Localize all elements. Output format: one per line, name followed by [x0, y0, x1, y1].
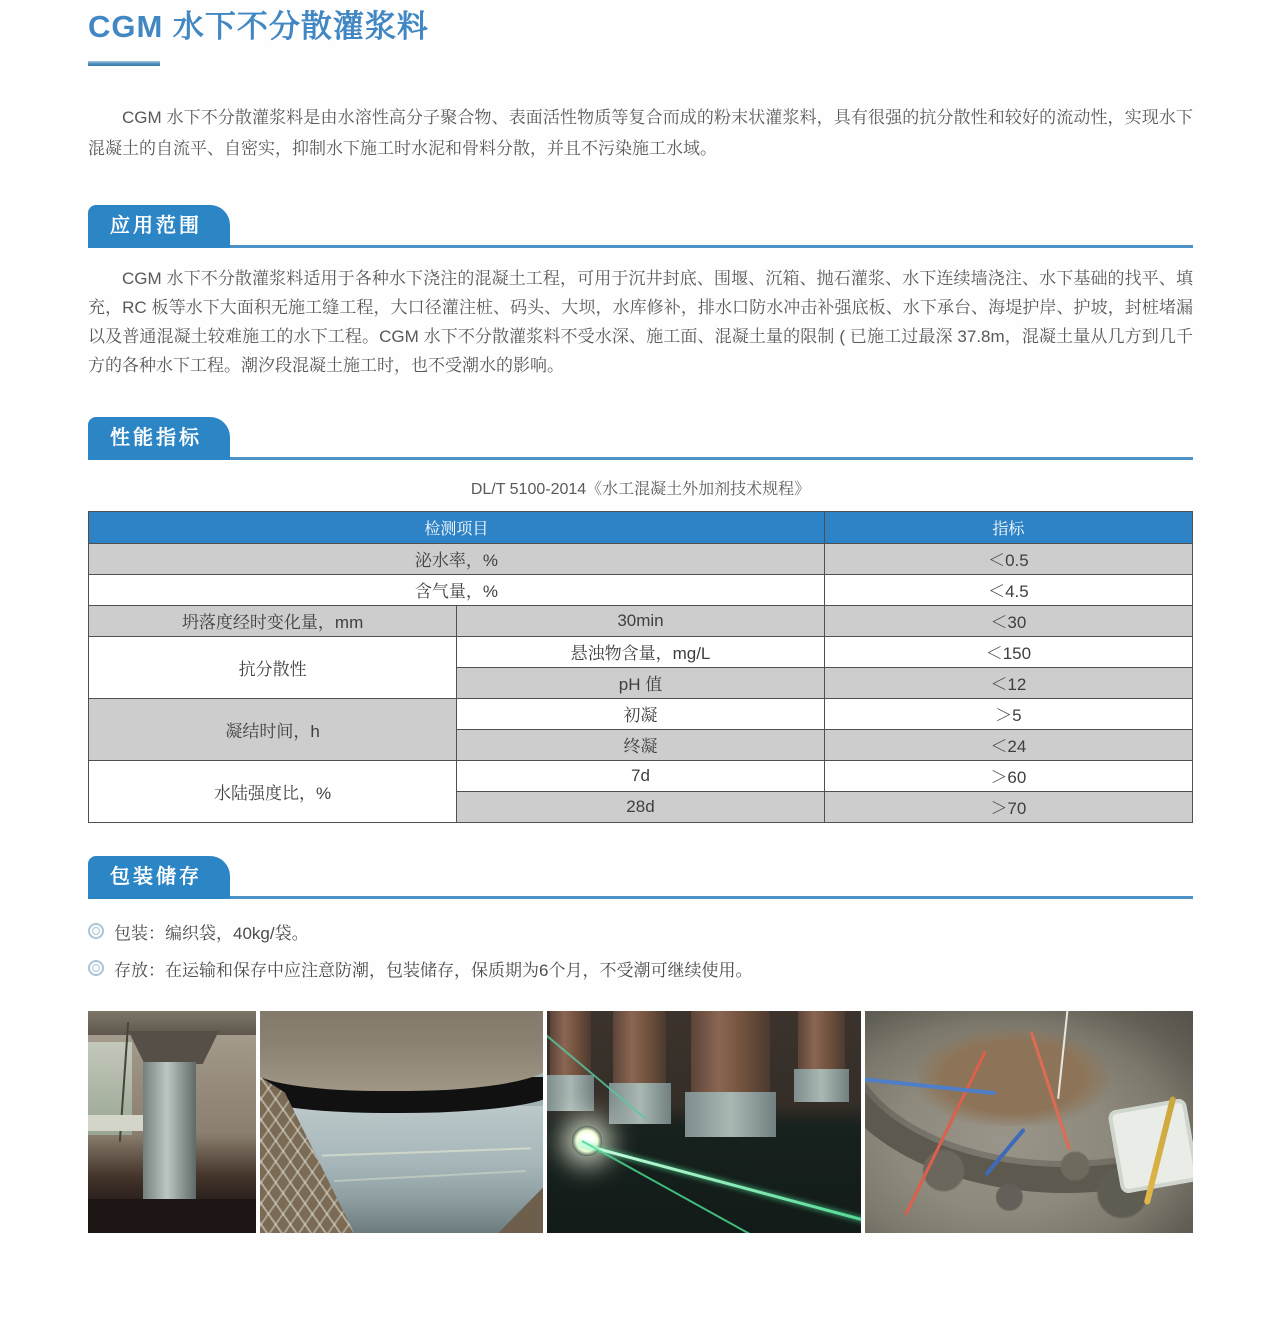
- column-header-item: 检测项目: [89, 511, 825, 543]
- cell-dispersion-sub1: 悬浊物含量，mg/L: [457, 636, 825, 667]
- dark-foundation-shape: [88, 1199, 256, 1232]
- storage-item-text: 存放：在运输和保存中应注意防潮，包装储存，保质期为6个月，不受潮可继续使用。: [114, 960, 753, 980]
- ring-bullet-icon: [88, 923, 104, 939]
- photo-night-piers-green-laser: [547, 1011, 861, 1233]
- table-row-air: [89, 574, 1193, 605]
- section-head-packaging: [88, 859, 1193, 899]
- section-badge-packaging: 包装储存: [88, 856, 230, 899]
- table-row-slump: [89, 605, 1193, 636]
- cell-air-label: 含气量，%: [89, 574, 825, 605]
- pier-column-shape: [143, 1062, 195, 1209]
- column-header-index: 指标: [824, 511, 1192, 543]
- section-badge-performance: 性能指标: [88, 417, 230, 460]
- cell-setting-label: 凝结时间，h: [89, 698, 457, 760]
- ring-bullet-icon: [88, 960, 104, 976]
- cell-dispersion-value1: ＜150: [824, 636, 1192, 667]
- table-header-row: [89, 511, 1193, 543]
- night-pier-shape: [691, 1011, 770, 1138]
- table-row-dispersion-1: [89, 636, 1193, 667]
- cell-setting-sub2: 终凝: [457, 729, 825, 760]
- packaging-item-text: 包装：编织袋，40kg/袋。: [114, 923, 309, 943]
- cell-setting-sub1: 初凝: [457, 698, 825, 729]
- cell-dispersion-value2: ＜12: [824, 667, 1192, 698]
- table-row-strength-1: [89, 760, 1193, 791]
- rough-concrete-shape: [260, 1011, 543, 1091]
- packaging-item-storage: [88, 956, 1193, 981]
- standard-reference: DL/T 5100-2014《水工混凝土外加剂技术规程》: [470, 480, 811, 498]
- application-paragraph: CGM 水下不分散灌浆料适用于各种水下浇注的混凝土工程，可用于沉井封底、围堰、沉箱、抛石灌浆、水下连续墙浇注、水下基础的找平、填充，RC 板等水下大面积无施工缝工程，大口径灌注桩、码头、大坝，水库修补，排水口防水冲击补强底板、水下承台、海堤护岸、护坡，封桩堵漏以及普通混凝土较难施工的水下工程。CGM 水下不分散灌浆料不受水深、施工面、混凝土量的限制 ( 已施工过最深 37.8m，混凝土量从几方到几千方的各种水下工程。潮汐段混凝土施工时，也不受潮水的影响。: [88, 268, 1193, 375]
- cell-bleeding-value: ＜0.5: [824, 543, 1192, 574]
- title-underline: [88, 61, 160, 66]
- night-pier-shape: [550, 1011, 591, 1111]
- table-row-setting-1: [89, 698, 1193, 729]
- performance-table: [88, 511, 1193, 823]
- night-pier-shape: [613, 1011, 666, 1124]
- night-pier-shape: [798, 1011, 845, 1102]
- cell-air-value: ＜4.5: [824, 574, 1192, 605]
- page-title: CGM 水下不分散灌浆料: [88, 9, 429, 44]
- cell-bleeding-label: 泌水率，%: [89, 543, 825, 574]
- cell-slump-label: 坍落度经时变化量，mm: [89, 605, 457, 636]
- cell-strength-sub1: 7d: [457, 760, 825, 791]
- concrete-ledge-shape: [88, 1115, 143, 1131]
- section-badge-application: 应用范围: [88, 205, 230, 248]
- photo-underwater-pier-grouting: [88, 1011, 256, 1233]
- laser-beam-shape: [578, 1142, 861, 1233]
- photo-pier-base-closeup: [260, 1011, 543, 1233]
- photo-caisson-mud-excavation: [865, 1011, 1193, 1233]
- cell-strength-value2: ＞70: [824, 791, 1192, 822]
- table-row-bleeding: [89, 543, 1193, 574]
- cell-setting-value2: ＜24: [824, 729, 1192, 760]
- cell-strength-label: 水陆强度比，%: [89, 760, 457, 822]
- section-head-performance: [88, 420, 1193, 460]
- cell-slump-sub: 30min: [457, 605, 825, 636]
- packaging-list: [88, 919, 1193, 981]
- intro-paragraph: CGM 水下不分散灌浆料是由水溶性高分子聚合物、表面活性物质等复合而成的粉末状灌浆料，具有很强的抗分散性和较好的流动性，实现水下混凝土的自流平、自密实，抑制水下施工时水泥和骨料分散，并且不污染施工水域。: [88, 107, 1193, 158]
- cell-strength-value1: ＞60: [824, 760, 1192, 791]
- cell-strength-sub2: 28d: [457, 791, 825, 822]
- pier-capital-shape: [128, 1031, 219, 1064]
- packaging-item-packing: [88, 919, 1193, 944]
- work-light-glow: [572, 1126, 602, 1156]
- cell-dispersion-label: 抗分散性: [89, 636, 457, 698]
- project-photo-strip: [88, 1011, 1193, 1233]
- section-head-application: [88, 208, 1193, 248]
- mud-patch-shape: [917, 1029, 1107, 1127]
- cell-slump-value: ＜30: [824, 605, 1192, 636]
- cell-dispersion-sub2: pH 值: [457, 667, 825, 698]
- cell-setting-value1: ＞5: [824, 698, 1192, 729]
